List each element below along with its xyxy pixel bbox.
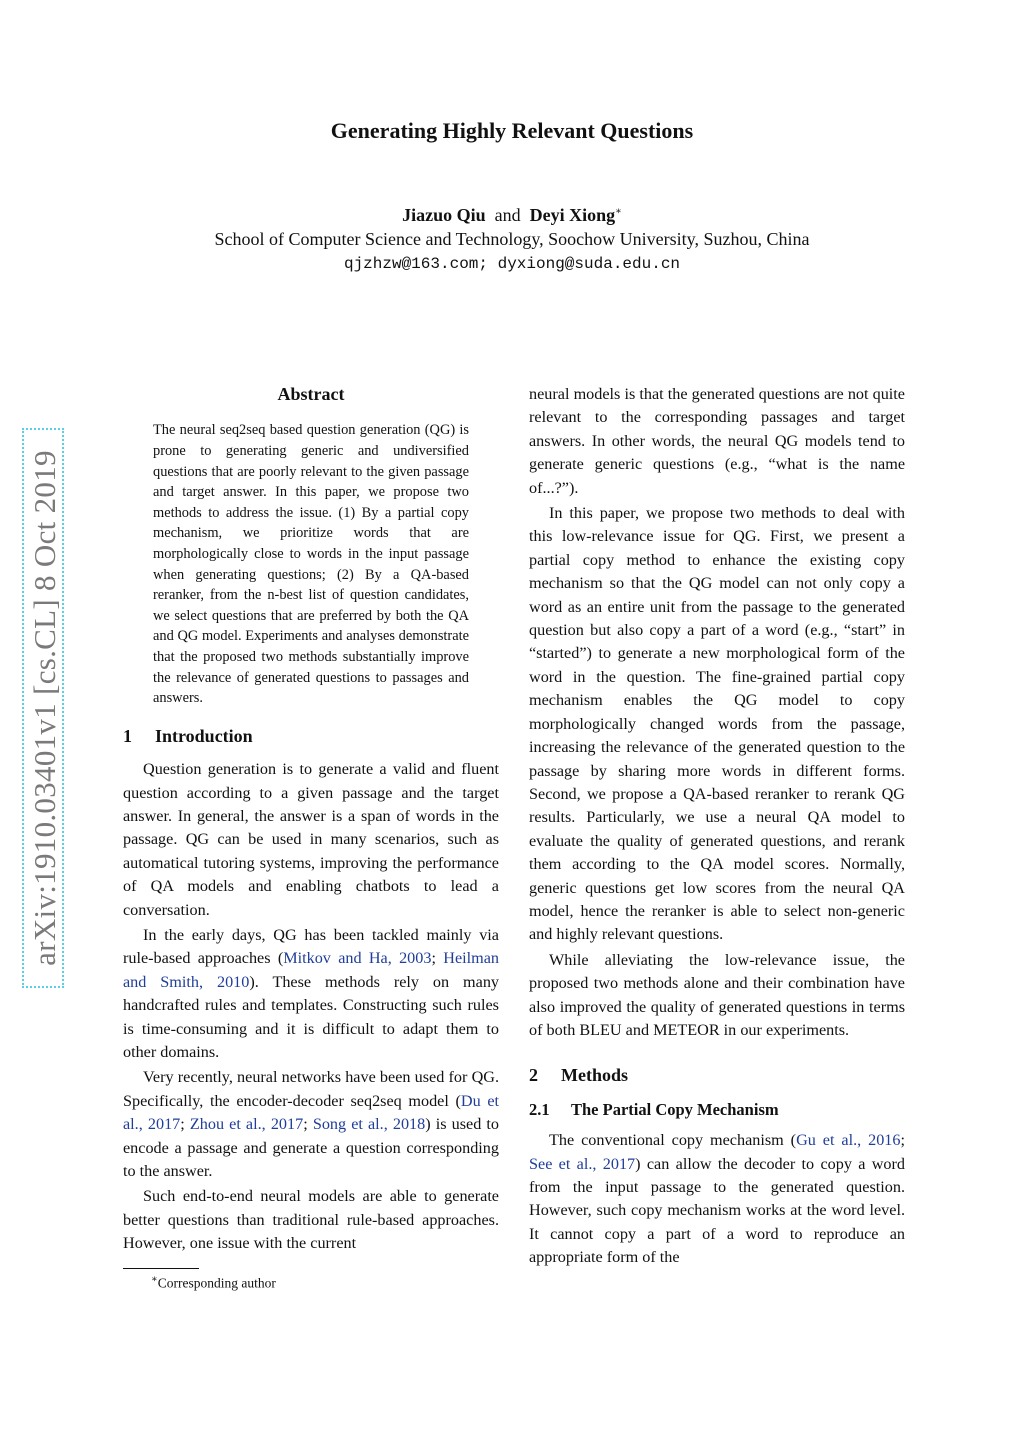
section-title: Methods bbox=[561, 1065, 628, 1086]
citation-link[interactable]: See et al., 2017 bbox=[529, 1154, 636, 1173]
affiliation: School of Computer Science and Technology, Soochow University, Suzhou, China bbox=[214, 229, 810, 249]
intro-paragraph-6: While alleviating the low-relevance issue, the proposed two methods alone and their combination have also improved the quality of generated questions in terms of both BLEU and METEOR in our experiments. bbox=[529, 950, 905, 1039]
subsection-heading bbox=[529, 1098, 905, 1121]
intro-paragraph-4: Such end-to-end neural models are able to generate better questions than traditional rule-based approaches. However, one issue with the current bbox=[123, 1187, 499, 1253]
footnote bbox=[151, 1271, 499, 1293]
right-column bbox=[529, 383, 905, 1270]
text-run: Very recently, neural networks have been used for QG. Specifically, the encoder-decoder seq2seq model ( bbox=[123, 1068, 499, 1110]
citation-link[interactable]: Du et al., 2017 bbox=[123, 1091, 499, 1134]
intro-paragraph-2 bbox=[123, 924, 499, 1064]
author-conjunction: and bbox=[494, 205, 521, 225]
author-name: Deyi Xiong bbox=[529, 205, 616, 225]
citation-link[interactable]: Zhou et al., 2017 bbox=[189, 1115, 304, 1134]
author-name: Jiazuo Qiu bbox=[402, 205, 486, 225]
arxiv-stamp-text: arXiv:1910.03401v1 [cs.CL] 8 Oct 2019 bbox=[22, 428, 64, 988]
text-run: ) can allow the decoder to copy a word from the input passage to the generated question. However, such copy mechanism works at the word level. It cannot copy a part of a word to reproduce an appropriate form of the bbox=[529, 1154, 905, 1267]
footnote-text: Corresponding author bbox=[157, 1275, 276, 1291]
left-column bbox=[123, 383, 499, 1292]
intro-paragraph-4-continued: neural models is that the generated questions are not quite relevant to the corresponding passages and target answers. In other words, the neural QG models tend to generate generic questions (e.g., “what is the name of...?”). bbox=[529, 385, 905, 497]
paper-title: Generating Highly Relevant Questions bbox=[330, 118, 694, 143]
text-run: The conventional copy mechanism ( bbox=[549, 1131, 797, 1150]
subsection-number: 2.1 bbox=[529, 1099, 550, 1119]
text-run: ). These methods rely on many handcrafted rules and templates. Constructing such rules is time-consuming and it is difficult to adapt them to other domains. bbox=[123, 972, 500, 1061]
section-number: 2 bbox=[529, 1065, 538, 1086]
citation-link[interactable]: Song et al., 2018 bbox=[312, 1115, 426, 1134]
corresponding-mark: ∗ bbox=[615, 206, 622, 217]
section-heading-introduction bbox=[123, 725, 499, 748]
footnote-mark: ∗ bbox=[151, 1273, 158, 1285]
text-run: ; bbox=[303, 1115, 313, 1134]
citation-link[interactable]: Heilman and Smith, 2010 bbox=[123, 949, 500, 991]
section-heading-methods bbox=[529, 1064, 905, 1087]
abstract-text: The neural seq2seq based question generation (QG) is prone to generating generic and undiversified questions that are poorly relevant to the given passage and target answer. In this paper, we propose two methods to address the issue. (1) By a partial copy mechanism, we prioritize words that are morphologically close to words in the input passage when generating questions; (2) By a QA-based reranker, from the n-best list of question candidates, we select questions that are preferred by both the QA and QG model. Experiments and analyses demonstrate that the proposed two methods substantially improve the relevance of generated questions to passages and answers. bbox=[153, 422, 469, 707]
section-number: 1 bbox=[123, 725, 132, 746]
abstract-heading: Abstract bbox=[277, 384, 345, 404]
citation-link[interactable]: Gu et al., 2016 bbox=[796, 1131, 901, 1150]
methods-paragraph-1 bbox=[529, 1129, 905, 1269]
author-emails: qjzhzw@163.com; dyxiong@suda.edu.cn bbox=[343, 255, 681, 273]
arxiv-stamp bbox=[22, 428, 64, 988]
text-run: ; bbox=[900, 1131, 905, 1150]
section-title: Introduction bbox=[155, 725, 253, 746]
footnote-rule bbox=[123, 1268, 199, 1269]
intro-paragraph-3 bbox=[123, 1066, 499, 1183]
citation-link[interactable]: Mitkov and Ha, 2003 bbox=[283, 949, 432, 968]
author-line bbox=[0, 205, 1024, 226]
subsection-title: The Partial Copy Mechanism bbox=[571, 1099, 779, 1119]
text-run: ; bbox=[180, 1115, 190, 1134]
intro-paragraph-5: In this paper, we propose two methods to deal with this low-relevance issue for QG. First, we present a partial copy method to enhance the existing copy mechanism so that the QG model can not only copy a word as an entire unit from the passage to the generated question but also copy a part of a word (e.g., “start” in “started”) to generate a new morphological form of the word in the question. The fine-grained partial copy mechanism enables the QG model to copy morphologically changed words from the passage, increasing the relevance of the generated question to the passage by sharing more words in different forms. Second, we propose a QA-based reranker to rerank QG results. Particularly, we use a neural QA model to evaluate the quality of generated questions, and rerank them according to the QA model scores. Normally, generic questions get low scores from the neural QA model, hence the reranker is able to select non-generic and highly relevant questions. bbox=[529, 504, 905, 944]
text-run: ) is used to encode a passage and generate a question corresponding to the answer. bbox=[123, 1115, 500, 1181]
text-run: ; bbox=[431, 949, 444, 968]
text-run: In the early days, QG has been tackled mainly via rule-based approaches ( bbox=[123, 925, 499, 968]
intro-paragraph-1: Question generation is to generate a valid and fluent question according to a given passage and the target answer. In general, the answer is a span of words in the passage. QG can be used in many scenarios, such as automatical tutoring systems, improving the performance of QA models and enabling chatbots to lead a conversation. bbox=[123, 760, 499, 919]
